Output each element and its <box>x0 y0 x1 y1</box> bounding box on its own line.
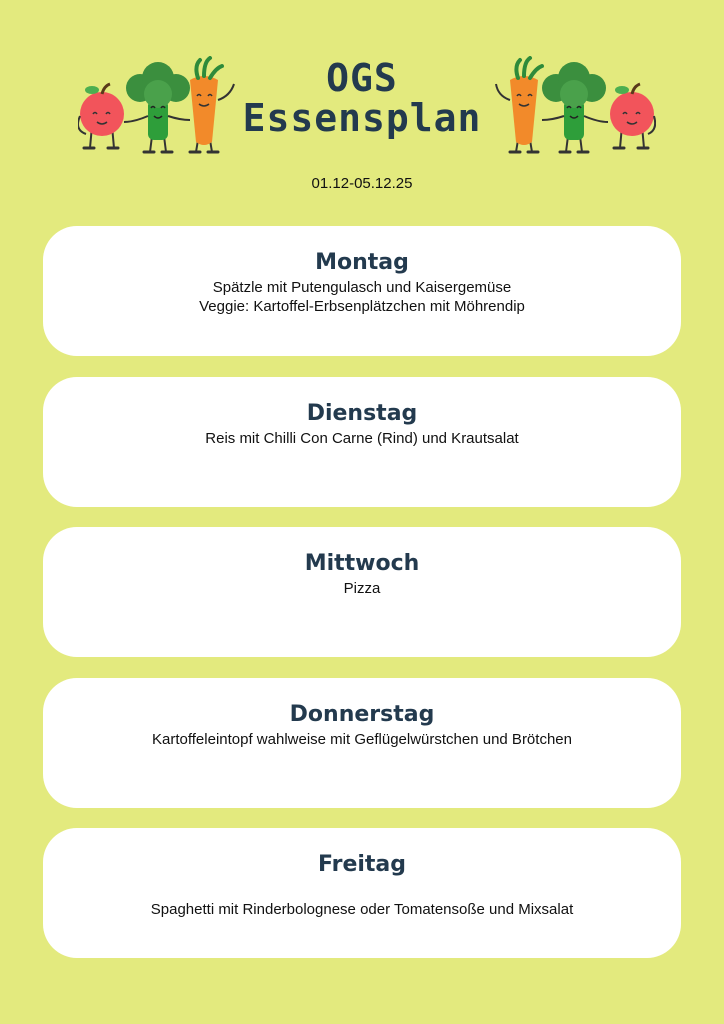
apple-icon <box>78 84 124 148</box>
meal-line: Spätzle mit Putengulasch und Kaisergemüse <box>212 279 512 296</box>
day-title: Freitag <box>317 852 407 877</box>
header <box>0 0 724 210</box>
day-card-donnerstag <box>43 678 681 808</box>
day-card-montag <box>43 226 681 356</box>
day-card-dienstag <box>43 377 681 507</box>
veggie-characters-right <box>494 56 656 160</box>
meal-line: Pizza <box>343 580 381 597</box>
date-range: 01.12-05.12.25 <box>311 175 413 192</box>
apple-icon <box>610 84 655 148</box>
day-title: Donnerstag <box>289 702 435 727</box>
broccoli-icon <box>542 62 608 152</box>
carrot-icon <box>190 58 234 152</box>
day-card-mittwoch <box>43 527 681 657</box>
page-title <box>230 58 494 138</box>
day-title: Montag <box>315 250 409 275</box>
day-card-freitag <box>43 828 681 958</box>
title-line-2: Essensplan <box>242 96 482 140</box>
day-title: Dienstag <box>306 401 418 426</box>
broccoli-icon <box>124 62 190 152</box>
title-line-1: OGS <box>326 56 398 100</box>
veggie-characters-left <box>78 56 240 160</box>
meal-line: Reis mit Chilli Con Carne (Rind) und Krautsalat <box>205 430 519 447</box>
meal-line: Spaghetti mit Rinderbolognese oder Tomatensoße und Mixsalat <box>150 901 574 918</box>
meal-line: Kartoffeleintopf wahlweise mit Geflügelwürstchen und Brötchen <box>152 731 572 748</box>
carrot-icon <box>496 58 542 152</box>
day-title: Mittwoch <box>304 551 420 576</box>
meal-line: Veggie: Kartoffel-Erbsenplätzchen mit Möhrendip <box>199 298 525 315</box>
